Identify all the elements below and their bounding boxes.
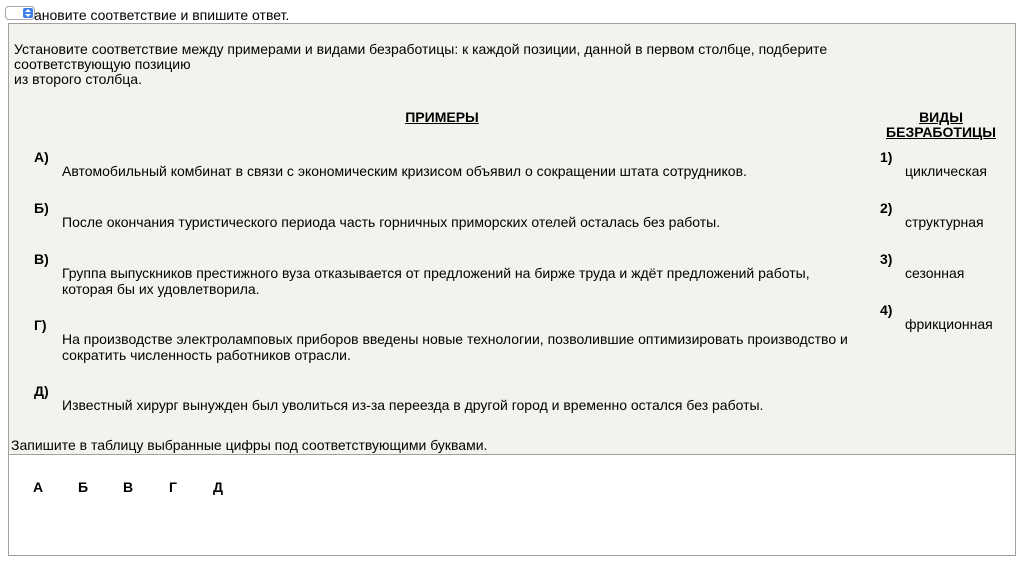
answer-letter-a: А (33, 479, 44, 495)
type-number-2: 2) (880, 200, 893, 216)
example-letter-v: В) (34, 251, 49, 267)
header-dropdown[interactable] (5, 6, 35, 20)
type-text-4: фрикционная (905, 316, 993, 332)
answer-letter-v: В (123, 479, 134, 495)
example-text-v: Группа выпускников престижного вуза отказывается от предложений на бирже труда и ждёт предложений работы, которая бы их удовлетворила. (62, 265, 810, 297)
types-header-line-2: БЕЗРАБОТИЦЫ (886, 124, 996, 140)
answer-letter-g: Г (169, 479, 177, 495)
intro-line-3: из второго столбца. (14, 71, 142, 87)
answer-instruction: Запишите в таблицу выбранные цифры под соответствующими буквами. (11, 437, 488, 453)
updown-arrows-icon (23, 8, 33, 18)
example-letter-b: Б) (34, 200, 49, 216)
types-column-header (876, 110, 1006, 140)
example-text-d: Известный хирург вынужден был уволиться из-за переезда в другой город и временно остался без работы. (62, 397, 764, 413)
type-text-2: структурная (905, 214, 984, 230)
example-letter-g: Г) (34, 317, 47, 333)
answer-letter-d: Д (213, 479, 223, 495)
intro-line-1: Установите соответствие между примерами и видами безработицы: к каждой позиции, данной в первом столбце, подберите (14, 41, 828, 57)
types-header-line-1: ВИДЫ (919, 109, 963, 125)
example-letter-a: А) (34, 149, 49, 165)
example-text-a: Автомобильный комбинат в связи с экономическим кризисом объявил о сокращении штата сотрудников. (62, 163, 747, 179)
type-number-1: 1) (880, 149, 893, 165)
type-text-1: циклическая (905, 163, 987, 179)
examples-column-header: ПРИМЕРЫ (405, 109, 479, 125)
header-text: ановите соответствие и впишите ответ. (34, 7, 290, 23)
example-text-g: На производстве электроламповых приборов введены новые технологии, позволившие оптимизировать производство и сократить численность работников отрасли. (62, 331, 848, 363)
task-box (8, 23, 1016, 455)
example-text-b: После окончания туристического периода часть горничных приморских отелей осталась без работы. (62, 214, 721, 230)
type-text-3: сезонная (905, 265, 965, 281)
task-intro (14, 42, 974, 87)
answer-letter-b: Б (78, 479, 89, 495)
intro-line-2: соответствующую позицию (14, 56, 191, 72)
example-letter-d: Д) (34, 383, 49, 399)
answer-box[interactable] (8, 455, 1016, 556)
type-number-4: 4) (880, 302, 893, 318)
task-header (0, 6, 1024, 24)
type-number-3: 3) (880, 251, 893, 267)
